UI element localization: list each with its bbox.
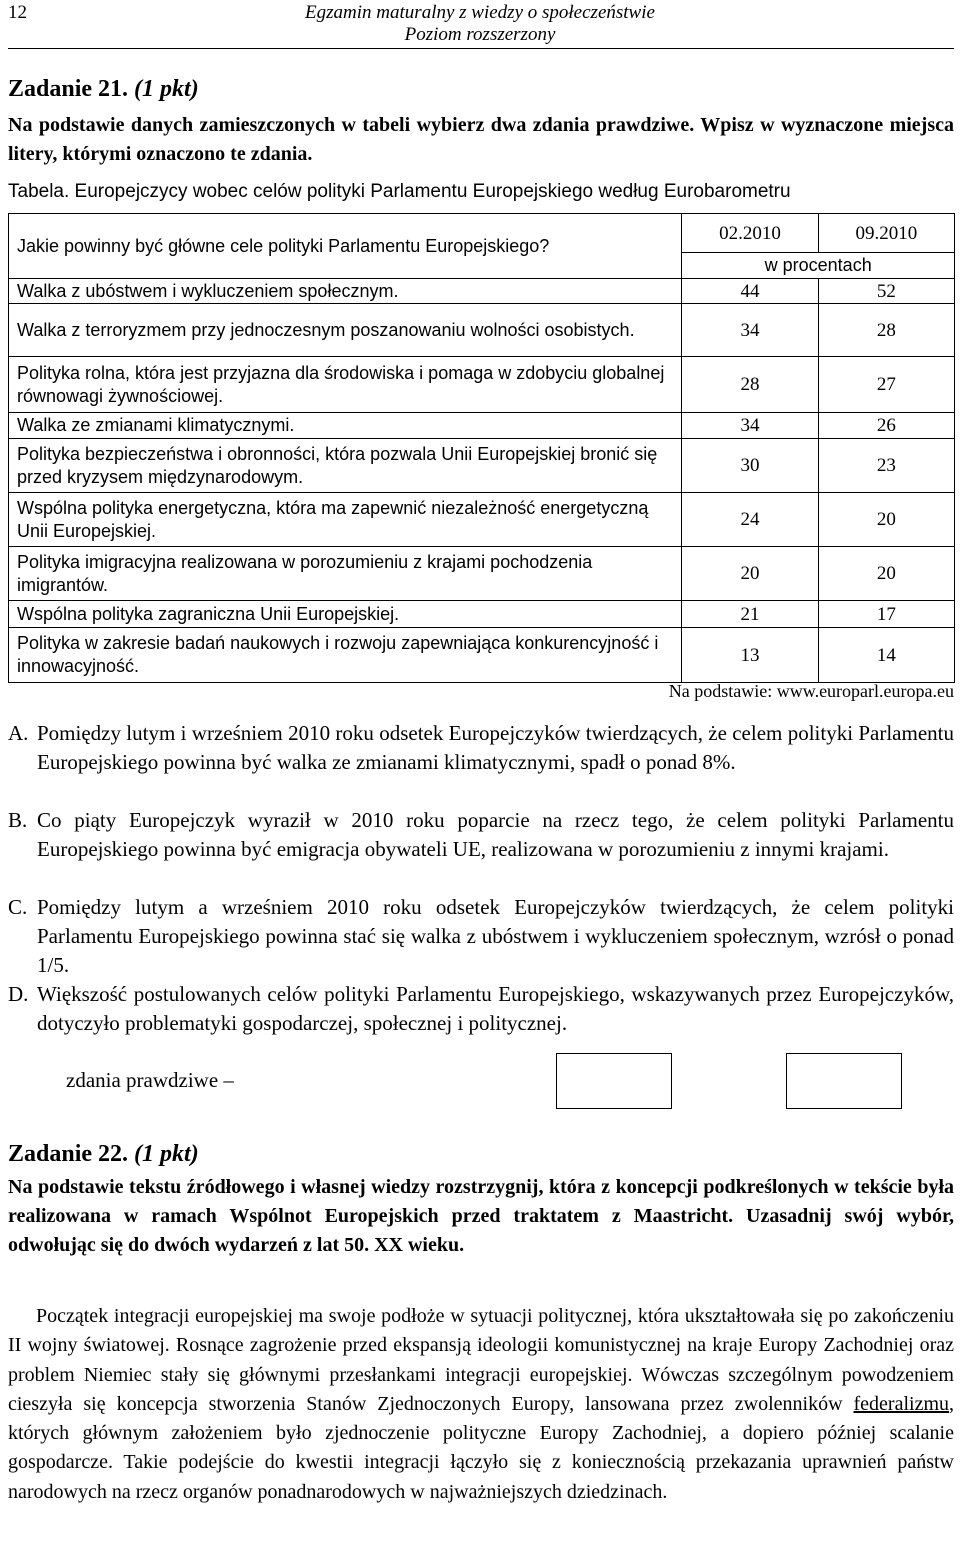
option-d bbox=[8, 980, 954, 1038]
task22-instruction: Na podstawie tekstu źródłowego i własnej wiedzy rozstrzygnij, która z koncepcji podkreślonych w tekście była realizowana w ramach Wspólnot Europejskich przed traktatem z Maastricht. Uzasadnij swój wybór, odwołując się do dwóch wydarzeń z lat 50. XX wieku. bbox=[8, 1176, 954, 1256]
header-title bbox=[0, 2, 960, 46]
underlined-concept: federalizmu bbox=[853, 1392, 949, 1415]
option-a bbox=[8, 719, 954, 777]
option-letter: B. bbox=[8, 808, 28, 832]
task21-number: Zadanie 21. bbox=[8, 76, 129, 102]
row-value-sep: 27 bbox=[818, 357, 954, 413]
row-label: Polityka bezpieczeństwa i obronności, która pozwala Unii Europejskiej bronić się przed kryzysem międzynarodowym. bbox=[9, 439, 682, 493]
option-text: Pomiędzy lutym i wrześniem 2010 roku odsetek Europejczyków twierdzących, że celem polityki Parlamentu Europejskiego powinna być walka ze zmianami klimatycznymi, spadł o ponad 8%. bbox=[37, 721, 954, 774]
table-row bbox=[9, 304, 955, 357]
row-value-sep: 26 bbox=[818, 413, 954, 439]
option-b bbox=[8, 806, 954, 864]
column-header-sep: 09.2010 bbox=[818, 214, 954, 253]
table-source: Na podstawie: www.europarl.europa.eu bbox=[668, 681, 954, 701]
row-label: Wspólna polityka energetyczna, która ma zapewnić niezależność energetyczną Unii Europejskiej. bbox=[9, 493, 682, 547]
row-value-feb: 30 bbox=[682, 439, 818, 493]
row-label: Polityka rolna, która jest przyjazna dla środowiska i pomaga w zdobyciu globalnej równowagi żywnościowej. bbox=[9, 357, 682, 413]
option-text: Większość postulowanych celów polityki Parlamentu Europejskiego, wskazywanych przez Europejczyków, dotyczyło problematyki gospodarczej, społecznej i politycznej. bbox=[37, 982, 954, 1035]
answer-box-1[interactable] bbox=[556, 1053, 672, 1109]
option-text: Co piąty Europejczyk wyraził w 2010 roku poparcie na rzecz tego, że celem polityki Parlamentu Europejskiego powinna być emigracja obywateli UE, realizowana w porozumieniu z innymi krajami. bbox=[37, 808, 954, 861]
row-value-sep: 17 bbox=[818, 601, 954, 628]
table-row bbox=[9, 628, 955, 683]
table-row bbox=[9, 279, 955, 304]
row-label: Wspólna polityka zagraniczna Unii Europejskiej. bbox=[9, 601, 682, 628]
answer-label: zdania prawdziwe – bbox=[66, 1068, 234, 1092]
row-label: Walka z terroryzmem przy jednoczesnym poszanowaniu wolności osobistych. bbox=[9, 304, 682, 357]
row-value-sep: 52 bbox=[818, 279, 954, 304]
row-label: Walka z ubóstwem i wykluczeniem społecznym. bbox=[9, 279, 682, 304]
table-question-header: Jakie powinny być główne cele polityki Parlamentu Europejskiego? bbox=[9, 214, 682, 279]
task22-points: (1 pkt) bbox=[134, 1141, 199, 1167]
source-text-part2: , których głównym założeniem było zjednoczenie polityczne Europy Zachodniej, a dopiero później scalanie gospodarcze. Takie podejście do kwestii integracji łączyło się z koniecznością przekazania uprawnień państw narodowych na rzecz organów ponadnarodowych w najważniejszych dziedzinach. bbox=[8, 1392, 954, 1503]
task22-title bbox=[8, 1141, 199, 1168]
row-label: Polityka w zakresie badań naukowych i rozwoju zapewniająca konkurencyjność i innowacyjność. bbox=[9, 628, 682, 683]
row-value-sep: 28 bbox=[818, 304, 954, 357]
table-row bbox=[9, 547, 955, 601]
table-row bbox=[9, 439, 955, 493]
row-value-feb: 34 bbox=[682, 413, 818, 439]
row-value-sep: 20 bbox=[818, 493, 954, 547]
row-value-feb: 13 bbox=[682, 628, 818, 683]
row-value-feb: 44 bbox=[682, 279, 818, 304]
option-c bbox=[8, 893, 954, 980]
header-title-line1: Egzamin maturalny z wiedzy o społeczeństwie bbox=[305, 2, 655, 23]
table-caption: Tabela. Europejczycy wobec celów polityki Parlamentu Europejskiego według Eurobarometru bbox=[8, 181, 791, 202]
option-letter: D. bbox=[8, 982, 29, 1006]
row-label: Polityka imigracyjna realizowana w porozumieniu z krajami pochodzenia imigrantów. bbox=[9, 547, 682, 601]
table-row bbox=[9, 357, 955, 413]
column-header-feb: 02.2010 bbox=[682, 214, 818, 253]
option-letter: C. bbox=[8, 895, 28, 919]
answer-box-2[interactable] bbox=[786, 1053, 902, 1109]
row-value-sep: 14 bbox=[818, 628, 954, 683]
row-value-feb: 24 bbox=[682, 493, 818, 547]
task21-instruction: Na podstawie danych zamieszczonych w tabeli wybierz dwa zdania prawdziwe. Wpisz w wyznaczone miejsca litery, którymi oznaczono te zdania. bbox=[8, 114, 954, 165]
table-row bbox=[9, 493, 955, 547]
table-row bbox=[9, 601, 955, 628]
row-value-feb: 20 bbox=[682, 547, 818, 601]
table-row bbox=[9, 413, 955, 439]
row-value-sep: 23 bbox=[818, 439, 954, 493]
header-title-line2: Poziom rozszerzony bbox=[404, 24, 556, 45]
header-divider bbox=[8, 48, 954, 49]
data-table bbox=[8, 213, 955, 683]
row-value-feb: 21 bbox=[682, 601, 818, 628]
row-value-sep: 20 bbox=[818, 547, 954, 601]
task22-number: Zadanie 22. bbox=[8, 1141, 129, 1167]
option-letter: A. bbox=[8, 721, 29, 745]
task21-title bbox=[8, 76, 199, 103]
row-value-feb: 28 bbox=[682, 357, 818, 413]
option-text: Pomiędzy lutym a wrześniem 2010 roku odsetek Europejczyków twierdzących, że celem polityki Parlamentu Europejskiego powinna stać się walka z ubóstwem i wykluczeniem społecznym, wzrósł o ponad 1/5. bbox=[37, 895, 954, 977]
unit-header: w procentach bbox=[682, 253, 955, 279]
task21-points: (1 pkt) bbox=[134, 76, 199, 102]
source-text bbox=[8, 1302, 954, 1507]
row-label: Walka ze zmianami klimatycznymi. bbox=[9, 413, 682, 439]
row-value-feb: 34 bbox=[682, 304, 818, 357]
source-text-part1: Początek integracji europejskiej ma swoje podłoże w sytuacji politycznej, która ukształtowała się po zakończeniu II wojny światowej. Rosnące zagrożenie przed ekspansją ideologii komunistycznej na kraje Europy Zachodniej oraz problem Niemiec stały się głównymi przesłankami integracji europejskiej. Wówczas szczególnym powodzeniem cieszyła się koncepcja stworzenia Stanów Zjednoczonych Europy, lansowana przez zwolenników bbox=[8, 1305, 954, 1415]
page-number: 12 bbox=[8, 2, 27, 23]
